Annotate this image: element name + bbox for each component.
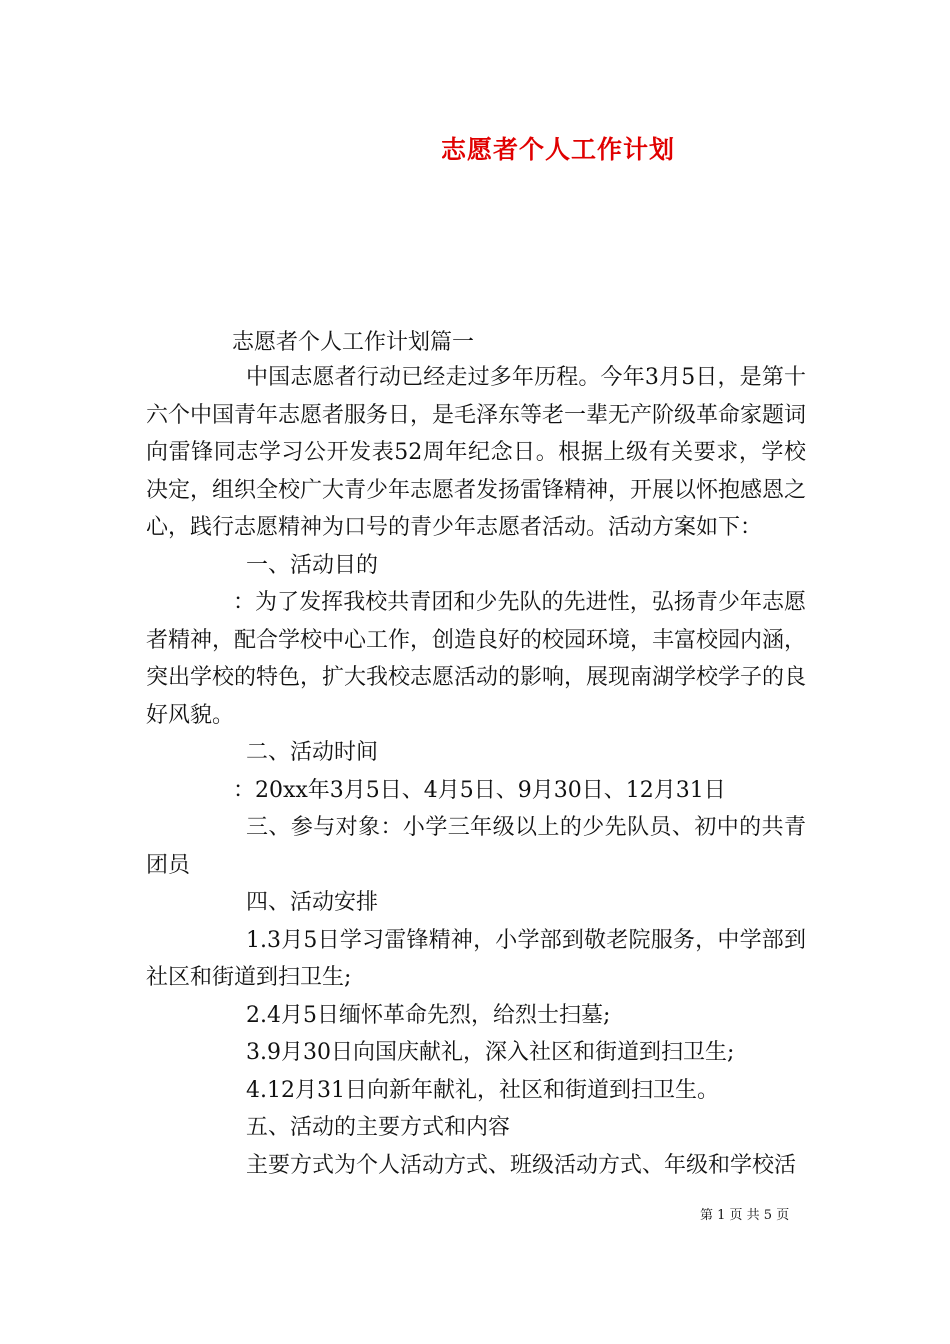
page-number: 第 1 页 共 5 页 bbox=[700, 1208, 790, 1223]
paragraph-activity-time: ：20xx年3月5日、4月5日、9月30日、12月31日 bbox=[233, 777, 726, 803]
paragraph-activity-methods: 主要方式为个人活动方式、班级活动方式、年级和学校活 bbox=[246, 1152, 797, 1178]
heading-activity-time: 二、活动时间 bbox=[246, 740, 379, 765]
heading-activity-methods: 五、活动的主要方式和内容 bbox=[246, 1115, 511, 1140]
list-item-arrangement-3: 3.9月30日向国庆献礼，深入社区和街道到扫卫生; bbox=[246, 1040, 735, 1065]
paragraph-activity-purpose: ：为了发挥我校共青团和少先队的先进性，弘扬青少年志愿者精神，配合学校中心工作，创造良好的校园环境，丰富校园内涵，突出学校的特色，扩大我校志愿活动的影响，展现南湖学校学子的良好风貌。 bbox=[146, 590, 807, 728]
list-item-arrangement-2: 2.4月5日缅怀革命先烈，给烈士扫墓; bbox=[246, 1002, 611, 1028]
page-title: 志愿者个人工作计划 bbox=[440, 135, 675, 164]
heading-activity-arrangement: 四、活动安排 bbox=[246, 890, 379, 915]
list-item-arrangement-1: 1.3月5日学习雷锋精神，小学部到敬老院服务，中学部到社区和街道到扫卫生; bbox=[146, 927, 806, 990]
section-subtitle: 志愿者个人工作计划篇一 bbox=[232, 330, 475, 355]
heading-activity-purpose: 一、活动目的 bbox=[246, 552, 379, 578]
paragraph-intro: 中国志愿者行动已经走过多年历程。今年3月5日，是第十六个中国青年志愿者服务日，是毛泽东等老一辈无产阶级革命家题词向雷锋同志学习公开发表52周年纪念日。根据上级有关要求，学校决定，组织全校广大青少年志愿者发扬雷锋精神，开展以怀抱感恩之心，践行志愿精神为口号的青少年志愿者活动。活动方案如下： bbox=[146, 365, 807, 540]
list-item-arrangement-4: 4.12月31日向新年献礼，社区和街道到扫卫生。 bbox=[246, 1077, 719, 1103]
document-body bbox=[146, 359, 806, 1184]
paragraph-participants: 三、参与对象：小学三年级以上的少先队员、初中的共青团员 bbox=[146, 815, 806, 878]
